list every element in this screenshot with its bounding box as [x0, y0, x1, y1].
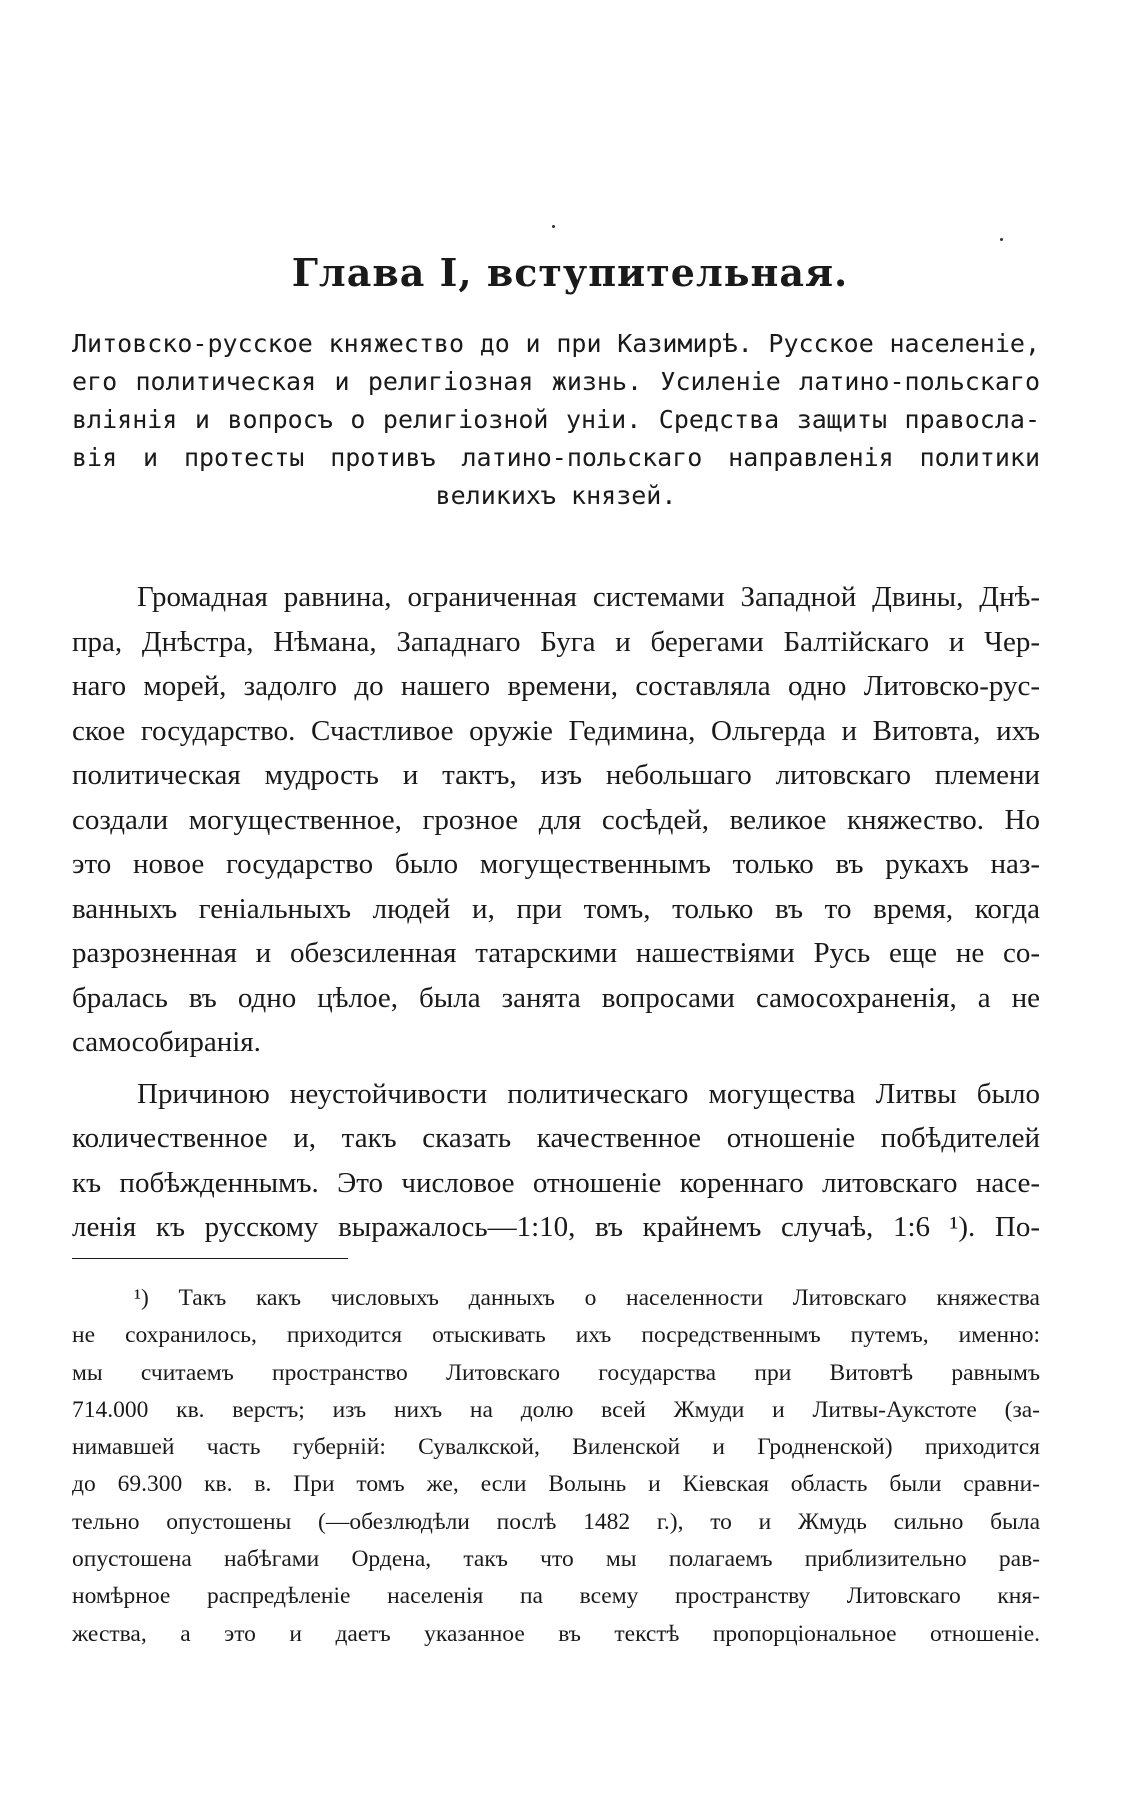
- text-line: это новое государство было могущественнымъ только въ рукахъ наз-: [72, 848, 1040, 880]
- text-line: разрозненная и обезсиленная татарскими нашествіями Русь еще не со-: [72, 937, 1040, 969]
- footnote-line: жества, а это и даетъ указанное въ текстѣ пропорціональное отношеніе.: [72, 1620, 1040, 1647]
- footnote-line: нимавшей часть губерній: Сувалкской, Виленской и Гродненской) приходится: [72, 1434, 1040, 1461]
- summary-line: вліянія и вопросъ о религіозной уніи. Средства защиты правосла-: [72, 405, 1040, 434]
- text-line: наго морей, задолго до нашего времени, составляла одно Литовско-рус-: [72, 670, 1040, 702]
- print-speck: [552, 225, 555, 228]
- text-line: политическая мудрость и тактъ, изъ небольшаго литовскаго племени: [72, 759, 1040, 791]
- footnote-separator: [72, 1258, 348, 1259]
- text-line: самособиранія.: [72, 1026, 261, 1058]
- text-line: къ побѣжденнымъ. Это числовое отношеніе кореннаго литовскаго насе-: [72, 1166, 1040, 1199]
- text-line: бралась въ одно цѣлое, была занята вопросами самосохраненія, а не: [72, 981, 1040, 1014]
- text-line: ванныхъ геніальныхъ людей и, при томъ, только въ то время, когда: [72, 892, 1040, 925]
- text-line: пра, Днѣстра, Нѣмана, Западнаго Буга и берегами Балтійскаго и Чер-: [72, 625, 1040, 658]
- text-line: количественное и, такъ сказать качественное отношеніе побѣдителей: [72, 1122, 1040, 1154]
- footnote-line: опустошена набѣгами Ордена, такъ что мы полагаемъ приблизительно рав-: [72, 1546, 1040, 1573]
- text-line: Громадная равнина, ограниченная системами Западной Двины, Днѣ-: [137, 581, 1040, 613]
- paragraph-2: [72, 1072, 1040, 1250]
- footnote-line: 714.000 кв. верстъ; изъ нихъ на долю всей Жмуди и Литвы-Аукстоте (за-: [72, 1396, 1040, 1423]
- footnote-line: номѣрное распредѣленіе населенія па всему пространству Литовскаго кня-: [72, 1583, 1040, 1610]
- summary-line: его политическая и религіозная жизнь. Усиленіе латино-польскаго: [72, 367, 1040, 396]
- summary-line: великихъ князей.: [435, 481, 677, 510]
- summary-line: вія и протесты противъ латино-польскаго направленія политики: [72, 443, 1040, 472]
- text-line: ленія къ русскому выражалось—1:10, въ крайнемъ случаѣ, 1:6 ¹). По-: [72, 1211, 1040, 1243]
- body-text: [72, 575, 1040, 1250]
- footnote-line: до 69.300 кв. в. При томъ же, если Волынь и Кіевская область были сравни-: [72, 1471, 1040, 1498]
- footnote-line: тельно опустошены (—обезлюдѣли послѣ 1482 г.), то и Жмудь сильно была: [72, 1508, 1040, 1535]
- text-line: Причиною неустойчивости политическаго могущества Литвы было: [137, 1077, 1040, 1110]
- footnote-line: не сохранилось, приходится отыскивать ихъ посредственнымъ путемъ, именно:: [72, 1322, 1040, 1349]
- footnote-line: мы считаемъ пространство Литовскаго государства при Витовтѣ равнымъ: [72, 1359, 1040, 1386]
- text-line: ское государство. Счастливое оружіе Гедимина, Ольгерда и Витовта, ихъ: [72, 714, 1040, 747]
- chapter-summary: [72, 325, 1040, 515]
- chapter-title: Глава I, вступительная.: [291, 250, 849, 295]
- print-speck: [1000, 238, 1003, 241]
- text-line: создали могущественное, грозное для сосѣдей, великое княжество. Но: [72, 803, 1040, 836]
- footnote-line: ¹) Такъ какъ числовыхъ данныхъ о населенности Литовскаго княжества: [134, 1285, 1040, 1311]
- summary-line: Литовско-русское княжество до и при Казимирѣ. Русское населеніе,: [72, 329, 1040, 358]
- footnotes: [72, 1280, 1040, 1653]
- paragraph-1: [72, 575, 1040, 1065]
- paragraph-gap: [72, 1065, 1040, 1072]
